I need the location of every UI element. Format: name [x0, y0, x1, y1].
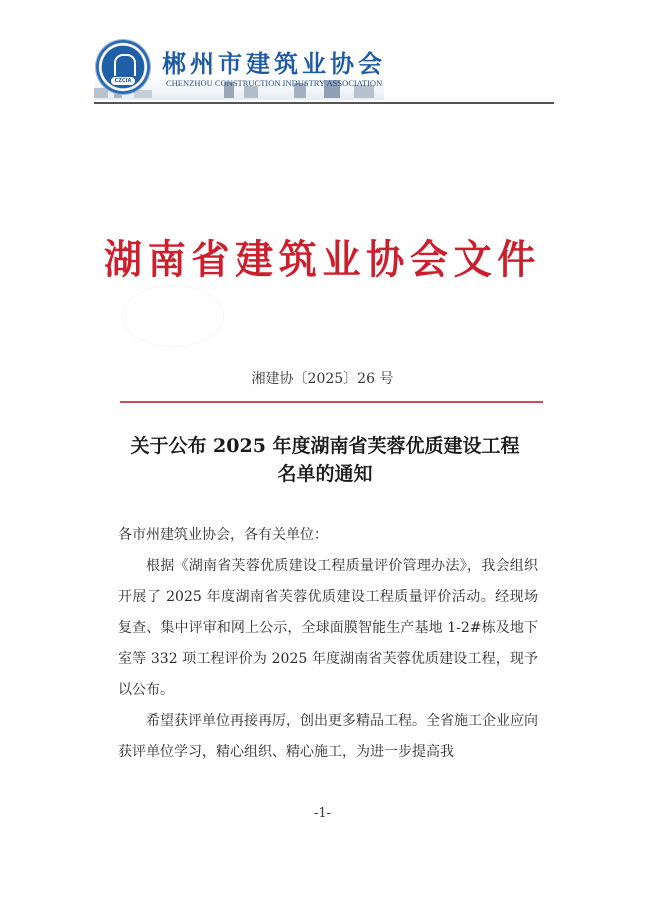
notice-title: [100, 432, 550, 488]
association-logo: [96, 40, 150, 94]
issuer-title: 湖南省建筑业协会文件: [104, 237, 541, 283]
building-icon: [114, 54, 136, 76]
paragraph: 希望获评单位再接再厉，创出更多精品工程。全省施工企业应向获评单位学习，精心组织、精心施工，为进一步提高我: [118, 713, 538, 760]
header-divider: [94, 102, 554, 104]
header-banner: [94, 38, 384, 100]
association-header: [94, 38, 554, 104]
document-number: 湘建协〔2025〕26 号: [251, 371, 394, 387]
red-divider: [120, 401, 543, 403]
notice-title-line2: 名单的通知: [277, 463, 373, 485]
paragraph: 根据《湖南省芙蓉优质建设工程质量评价管理办法》，我会组织开展了 2025 年度湖南省芙蓉优质建设工程质量评价活动。经现场复查、集中评审和网上公示，全球面膜智能生产基地 1-2#栋及地下室等 332 项工程评价为 2025 年度湖南省芙蓉优质建设工程，现予以公布。: [118, 558, 538, 698]
logo-badge: CZCIA: [111, 77, 135, 85]
faded-seal: [122, 285, 224, 347]
document-body: [118, 520, 538, 768]
org-name-cn: 郴州市建筑业协会: [162, 50, 386, 78]
page-number: -1-: [313, 806, 332, 821]
salutation: 各市州建筑业协会，各有关单位：: [118, 527, 328, 543]
org-name-en: CHENZHOU CONSTRUCTION INDUSTRY ASSOCIATION: [166, 78, 383, 88]
notice-title-line1: 关于公布 2025 年度湖南省芙蓉优质建设工程: [130, 435, 520, 457]
